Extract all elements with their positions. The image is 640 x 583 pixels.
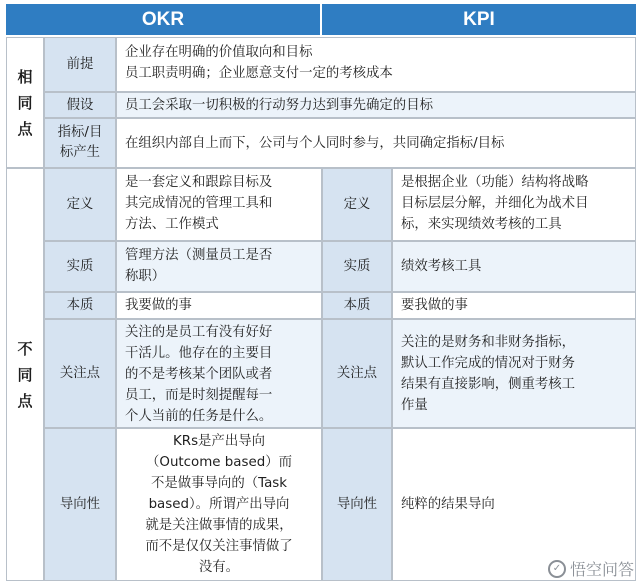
okr-substance-text: 管理方法（测量员工是否 称职） [125,248,273,284]
okr-definition [116,168,322,241]
same-points-label: 相 同 点 [6,37,44,168]
kpi-header: KPI [322,4,636,35]
row-label-premise: 前提 [44,37,116,92]
premise-text-content: 企业存在明确的价值取向和目标 员工职责明确；企业愿意支付一定的考核成本 [125,45,393,81]
premise-text [116,37,636,92]
kpi-definition [392,168,636,241]
row-label-target-origin: 指标/目 标产生 [44,118,116,168]
kpi-essence-text: 要我做的事 [401,298,468,313]
kpi-substance-text: 绩效考核工具 [401,259,482,274]
watermark-text: 悟空问答 [569,560,634,579]
kpi-focus-text: 关注的是财务和非财务指标， 默认工作完成的情况对于财务 结果有直接影响，侧重考核工 作量 [401,335,576,413]
kpi-focus [392,319,636,428]
okr-row-label-definition: 定义 [44,168,116,241]
okr-row-label-orientation: 导向性 [44,428,116,581]
row-label-assumption: 假设 [44,92,116,118]
kpi-row-label-substance: 实质 [322,241,392,292]
kpi-orientation-text: 纯粹的结果导向 [401,497,495,512]
assumption-text-content: 员工会采取一切积极的行动努力达到事先确定的目标 [125,97,433,113]
okr-row-label-focus: 关注点 [44,319,116,428]
assumption-text [116,92,636,118]
okr-orientation-text: KRs是产出导向 （Outcome based）而 不是做事导向的（Task based）。所谓产出导向 就是关注做事情的成果， 而不是仅仅关注事情做了 没有。 [145,434,293,575]
kpi-definition-text: 是根据企业（功能）结构将战略 目标层层分解，并细化为战术目 标，来实现绩效考核的工具 [401,175,589,232]
okr-row-label-essence: 本质 [44,292,116,319]
okr-header: OKR [6,4,320,35]
okr-substance [116,241,322,292]
kpi-row-label-essence: 本质 [322,292,392,319]
okr-essence [116,292,322,319]
target-origin-text [116,118,636,168]
kpi-row-label-definition: 定义 [322,168,392,241]
chat-bubble-icon: ✓ [548,560,566,578]
okr-essence-text: 我要做的事 [125,298,192,313]
different-points-label: 不 同 点 [6,168,44,581]
kpi-substance [392,241,636,292]
watermark [548,557,634,580]
kpi-row-label-orientation: 导向性 [322,428,392,581]
target-origin-text-content: 在组织内部自上而下，公司与个人同时参与，共同确定指标/目标 [125,135,505,151]
okr-definition-text: 是一套定义和跟踪目标及 其完成情况的管理工具和 方法、工作模式 [125,175,273,232]
okr-focus-text: 关注的是员工有没有好好 干活儿。他存在的主要目 的不是考核某个团队或者 员工，而是时刻提醒每一 个人当前的任务是什么。 [125,325,273,424]
kpi-essence [392,292,636,319]
okr-row-label-substance: 实质 [44,241,116,292]
okr-orientation [116,428,322,581]
kpi-row-label-focus: 关注点 [322,319,392,428]
okr-focus [116,319,322,428]
